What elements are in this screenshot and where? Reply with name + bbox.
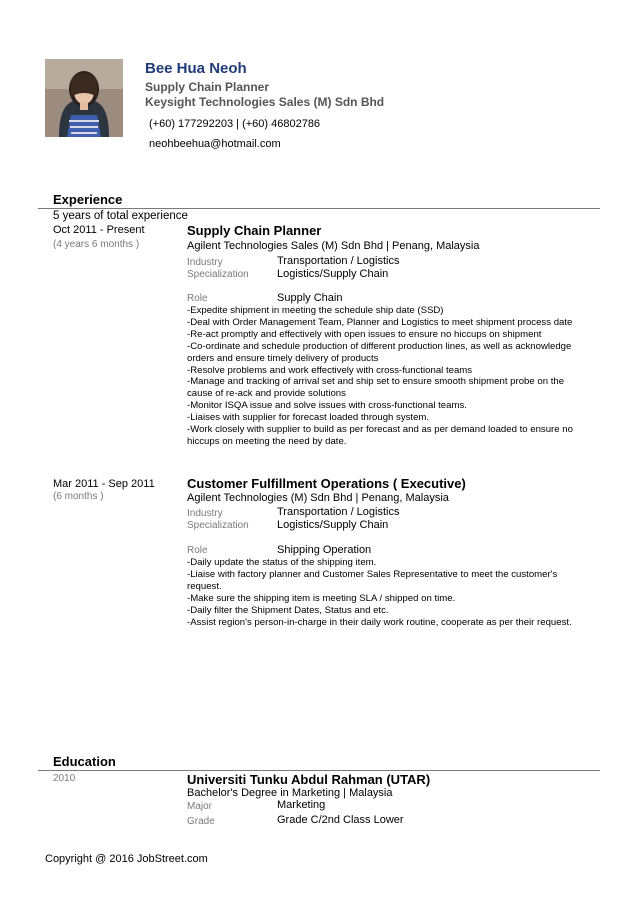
job-dates: Mar 2011 - Sep 2011 <box>53 478 155 490</box>
description-line: -Co-ordinate and schedule production of different production lines, as well as acknowledge orders and ensure timely delivery of products <box>187 340 572 364</box>
job-title: Customer Fulfillment Operations ( Executive) <box>187 476 466 491</box>
description-line: -Re-act promptly and effectively with open issues to ensure no hiccups on shipment <box>187 328 542 340</box>
phone-numbers: (+60) 177292203 | (+60) 46802786 <box>149 118 321 130</box>
education-year: 2010 <box>53 773 76 784</box>
role-value: Shipping Operation <box>277 544 372 556</box>
role-value: Supply Chain <box>277 292 343 304</box>
degree: Bachelor's Degree in Marketing | Malaysia <box>187 787 393 799</box>
industry-label: Industry <box>187 508 223 519</box>
major-value: Marketing <box>277 799 326 811</box>
education-divider <box>38 770 600 771</box>
role-label: Role <box>187 293 208 304</box>
specialization-label: Specialization <box>187 520 249 531</box>
candidate-name: Bee Hua Neoh <box>145 60 247 77</box>
candidate-title: Supply Chain Planner <box>145 80 270 94</box>
experience-divider <box>38 208 600 209</box>
job-description <box>187 557 582 628</box>
description-line: -Daily update the status of the shipping item. <box>187 557 377 568</box>
experience-heading: Experience <box>53 192 123 207</box>
specialization-value: Logistics/Supply Chain <box>277 268 389 280</box>
industry-value: Transportation / Logistics <box>277 506 400 518</box>
description-line: -Liaises with supplier for forecast loaded through system. <box>187 412 430 424</box>
email-address[interactable]: neohbeehua@hotmail.com <box>149 138 281 150</box>
role-label: Role <box>187 545 208 556</box>
description-line: -Work closely with supplier to build as per forecast and as per demand loaded to ensure no hiccups on meeting the need by date. <box>187 424 573 447</box>
description-line: -Resolve problems and work effectively with cross-functional teams <box>187 364 473 376</box>
job-dates: Oct 2011 - Present <box>53 224 145 236</box>
specialization-value: Logistics/Supply Chain <box>277 519 389 531</box>
specialization-label: Specialization <box>187 269 249 280</box>
grade-value: Grade C/2nd Class Lower <box>277 814 404 826</box>
industry-label: Industry <box>187 257 223 268</box>
major-label: Major <box>187 801 213 812</box>
job-duration: (6 months ) <box>53 491 104 502</box>
profile-photo-image <box>45 59 123 137</box>
description-line: -Manage and tracking of arrival set and ship set to ensure smooth shipment probe on the cause of re-ack and provide solutions <box>187 376 565 400</box>
industry-value: Transportation / Logistics <box>277 255 400 267</box>
description-line: -Make sure the shipping item is meeting SLA / shipped on time. <box>187 592 456 604</box>
education-heading: Education <box>53 754 116 769</box>
profile-photo <box>45 59 123 137</box>
candidate-company: Keysight Technologies Sales (M) Sdn Bhd <box>145 95 385 109</box>
copyright-footer: Copyright @ 2016 JobStreet.com <box>45 853 208 865</box>
job-title: Supply Chain Planner <box>187 223 322 238</box>
school-name: Universiti Tunku Abdul Rahman (UTAR) <box>187 772 431 787</box>
description-line: -Deal with Order Management Team, Planner and Logistics to meet shipment process date <box>187 316 573 328</box>
job-duration: (4 years 6 months ) <box>53 239 140 250</box>
description-line: -Daily filter the Shipment Dates, Status and etc. <box>187 604 389 616</box>
description-line: -Liaise with factory planner and Customer Sales Representative to meet the customer's request. <box>187 568 558 592</box>
description-line: -Assist region's person-in-charge in their daily work routine, cooperate as per their request. <box>187 616 572 628</box>
total-experience: 5 years of total experience <box>53 210 188 222</box>
description-line: -Monitor ISQA issue and solve issues with cross-functional teams. <box>187 400 467 412</box>
description-line: -Expedite shipment in meeting the schedule ship date (SSD) <box>187 305 444 316</box>
job-company: Agilent Technologies Sales (M) Sdn Bhd | Penang, Malaysia <box>187 240 480 252</box>
job-company: Agilent Technologies (M) Sdn Bhd | Penang, Malaysia <box>187 492 449 504</box>
job-description <box>187 305 582 448</box>
grade-label: Grade <box>187 816 215 827</box>
